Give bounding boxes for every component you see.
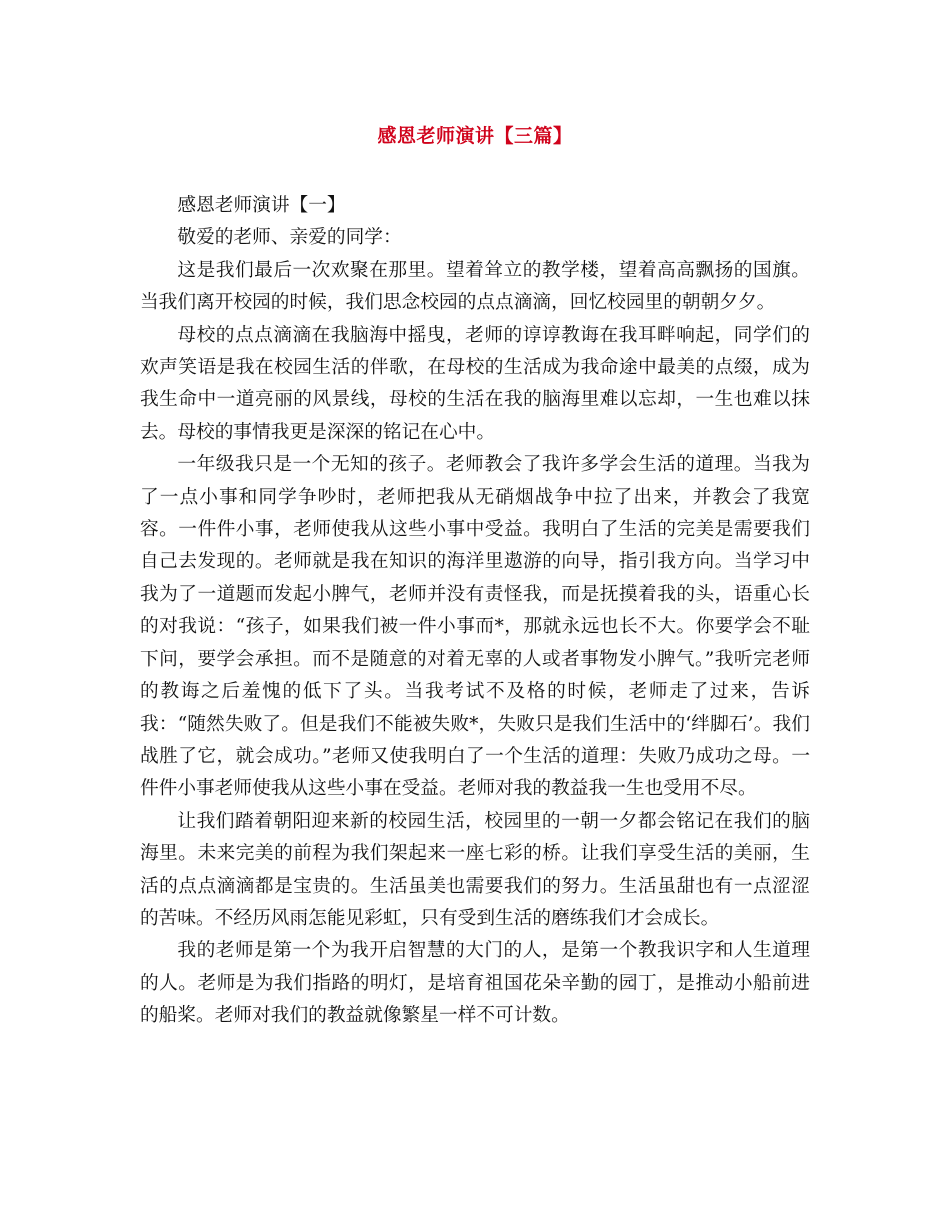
paragraph: 一年级我只是一个无知的孩子。老师教会了我许多学会生活的道理。当我为了一点小事和同学争吵时，老师把我从无硝烟战争中拉了出来，并教会了我宽容。一件件小事，老师使我从这些小事中受益。我明白了生活的完美是需要我们自己去发现的。老师就是我在知识的海洋里遨游的向导，指引我方向。当学习中我为了一道题而发起小脾气，老师并没有责怪我，而是抚摸着我的头，语重心长的对我说：“孩子，如果我们被一件小事而*，那就永远也长不大。你要学会不耻下问，要学会承担。而不是随意的对着无辜的人或者事物发小脾气。”我听完老师的教诲之后羞愧的低下了头。当我考试不及格的时候，老师走了过来，告诉我：“随然失败了。但是我们不能被失败*，失败只是我们生活中的‘绊脚石’。我们战胜了它，就会成功。”老师又使我明白了一个生活的道理：失败乃成功之母。一件件小事老师使我从这些小事在受益。老师对我的教益我一生也受用不尽。 xyxy=(140,454,810,800)
paragraph: 母校的点点滴滴在我脑海中摇曳，老师的谆谆教诲在我耳畔响起，同学们的欢声笑语是我在校园生活的伴歌，在母校的生活成为我命途中最美的点缀，成为我生命中一道亮丽的风景线，母校的生活在我的脑海里难以忘却，一生也难以抹去。母校的事情我更是深深的铭记在心中。 xyxy=(140,324,810,443)
document-title: 感恩老师演讲【三篇】 xyxy=(377,125,573,147)
paragraph: 让我们踏着朝阳迎来新的校园生活，校园里的一朝一夕都会铭记在我们的脑海里。未来完美的前程为我们架起来一座七彩的桥。让我们享受生活的美丽，生活的点点滴滴都是宝贵的。生活虽美也需要我们的努力。生活虽甜也有一点涩涩的苦味。不经历风雨怎能见彩虹，只有受到生活的磨练我们才会成长。 xyxy=(140,810,810,929)
document-body xyxy=(140,190,810,1033)
paragraph: 我的老师是第一个为我开启智慧的大门的人，是第一个教我识字和人生道理的人。老师是为我们指路的明灯，是培育祖国花朵辛勤的园丁，是推动小船前进的船桨。老师对我们的教益就像繁星一样不可计数。 xyxy=(140,940,810,1027)
section-heading: 感恩老师演讲【一】 xyxy=(177,195,346,216)
salutation: 敬爱的老师、亲爱的同学： xyxy=(177,227,402,249)
paragraph: 这是我们最后一次欢聚在那里。望着耸立的教学楼，望着高高飘扬的国旗。当我们离开校园的时候，我们思念校园的点点滴滴，回忆校园里的朝朝夕夕。 xyxy=(140,259,810,314)
